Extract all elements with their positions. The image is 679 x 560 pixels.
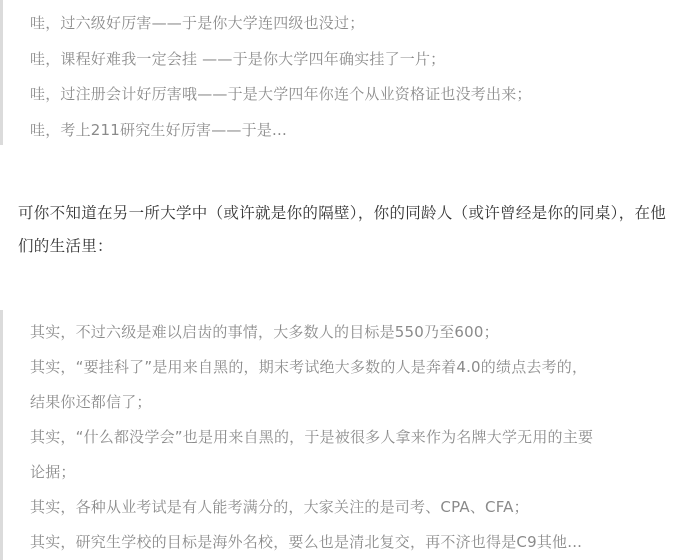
blockquote-actually [0,310,670,560]
quote-line: 其实，研究生学校的目标是海外名校，要么也是清北复交，再不济也得是C9其他... [30,533,583,551]
quote-line: 论据； [30,463,76,481]
quote-line: 结果你还都信了； [30,393,152,411]
quote-line: 其实，“什么都没学会”也是用来自黑的，于是被很多人拿来作为名牌大学无用的主要 [30,428,594,446]
quote-line: 哇，考上211研究生好厉害——于是... [30,120,287,139]
quote-line: 其实，“要挂科了”是用来自黑的，期末考试绝大多数的人是奔着4.0的绩点去考的， [30,358,588,376]
quote-line: 其实，不过六级是难以启齿的事情，大多数人的目标是550乃至600； [30,323,499,341]
quote-line: 哇，课程好难我一定会挂 ——于是你大学四年确实挂了一片； [30,49,446,68]
quote-line: 其实，各种从业考试是有人能考满分的，大家关注的是司考、CPA、CFA； [30,498,529,516]
body-paragraph: 可你不知道在另一所大学中（或许就是你的隔壁），你的同龄人（或许曾经是你的同桌），在他们的生活里： [18,204,667,255]
quote-line: 哇，过注册会计好厉害哦——于是大学四年你连个从业资格证也没考出来； [30,85,532,103]
quote-line: 哇，过六级好厉害——于是你大学连四级也没过； [30,14,365,32]
blockquote-wow [0,0,670,145]
